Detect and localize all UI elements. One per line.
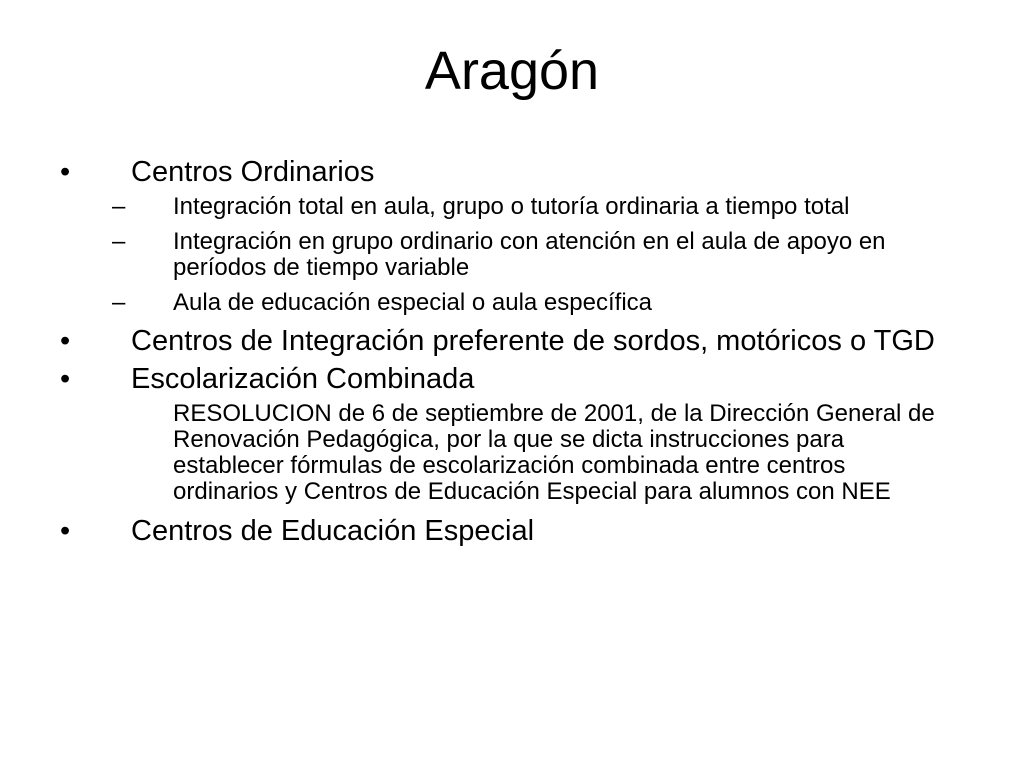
bullet-icon: • — [60, 156, 71, 188]
bullet-text: Centros de Integración preferente de sordos, motóricos o TGD — [131, 325, 935, 357]
sub-item-text: Aula de educación especial o aula específica — [173, 289, 652, 316]
sub-item-text: Integración en grupo ordinario con atención en el aula de apoyo en períodos de tiempo variable — [173, 228, 886, 281]
bullet-item — [60, 156, 960, 188]
sub-item — [60, 194, 933, 220]
bullet-item — [60, 325, 960, 357]
bullet-text: Centros Ordinarios — [131, 156, 375, 188]
bullet-icon: • — [60, 515, 71, 547]
sub-item — [60, 290, 933, 316]
bullet-icon: • — [60, 325, 71, 357]
bullet-item — [60, 515, 960, 547]
bullet-text: Centros de Educación Especial — [131, 515, 535, 547]
dash-icon: – — [112, 228, 126, 255]
bullet-text: Escolarización Combinada — [131, 363, 475, 395]
dash-icon: – — [112, 193, 126, 220]
resolution-note: RESOLUCION de 6 de septiembre de 2001, de la Dirección General de Renovación Pedagógica, por la que se dicta instrucciones para establecer fórmulas de escolarización combinada entre centros ordinarios y Centros de Educación Especial para alumnos con NEE — [173, 400, 935, 505]
bullet-icon: • — [60, 363, 71, 395]
dash-icon: – — [112, 289, 126, 316]
slide-content — [60, 156, 960, 553]
slide-title: Aragón — [424, 41, 600, 101]
sub-item — [60, 229, 933, 281]
bullet-item — [60, 363, 960, 395]
sub-item-text: Integración total en aula, grupo o tutoría ordinaria a tiempo total — [173, 193, 850, 220]
